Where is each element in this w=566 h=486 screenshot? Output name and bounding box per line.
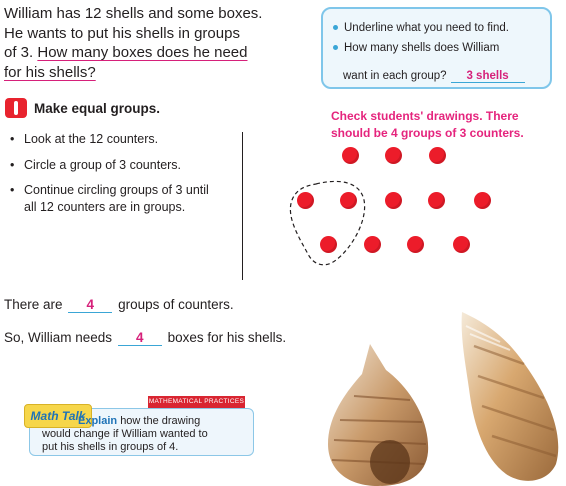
exclamation-icon (5, 98, 27, 118)
teacher-annotation: Check students' drawings. There should be 4 groups of 3 counters. (331, 109, 524, 140)
explain-label: Explain (78, 415, 118, 427)
find-bullet-2-cont: want in each group? 3 shells (343, 70, 525, 83)
answer-blank-shells[interactable]: 3 shells (451, 70, 525, 83)
problem-line-2: He wants to put his shells in groups (4, 24, 240, 42)
dashed-lasso-group (280, 176, 380, 271)
problem-question-underlined-2: for his shells? (4, 63, 96, 81)
counter-4 (297, 192, 314, 209)
step-bullet-2: • Circle a group of 3 counters. (10, 157, 215, 174)
shell-image-left (318, 340, 438, 486)
counter-2 (385, 147, 402, 164)
math-talk-badge: Math Talk (24, 404, 92, 428)
bullet-dot-icon (333, 25, 338, 30)
divider-line (242, 132, 243, 280)
find-bullet-2: How many shells does William (333, 42, 499, 54)
problem-line-3-plain: of 3. (4, 44, 38, 61)
answer-sentence-1: There are 4 groups of counters. (4, 297, 234, 312)
counter-8 (474, 192, 491, 209)
mathematical-practices-tag: MATHEMATICAL PRACTICES (148, 396, 245, 408)
find-bullet-1: Underline what you need to find. (333, 22, 509, 34)
shell-image-right (440, 306, 566, 486)
counter-7 (428, 192, 445, 209)
bullet-dot-icon (333, 45, 338, 50)
answer-sentence-2: So, William needs 4 boxes for his shells. (4, 330, 287, 345)
counter-6 (385, 192, 402, 209)
counter-1 (342, 147, 359, 164)
counter-11 (407, 236, 424, 253)
step-bullet-3: • Continue circling groups of 3 until all 12 counters are in groups. (10, 182, 215, 215)
step-title: Make equal groups. (34, 101, 161, 116)
find-box (321, 7, 552, 89)
problem-line-1: William has 12 shells and some boxes. (4, 5, 263, 22)
counter-5 (340, 192, 357, 209)
answer-blank-boxes[interactable]: 4 (118, 330, 162, 346)
counter-12 (453, 236, 470, 253)
counter-3 (429, 147, 446, 164)
problem-line-4 (4, 63, 304, 83)
counter-10 (364, 236, 381, 253)
problem-question-underlined: How many boxes does he need (37, 44, 248, 61)
math-talk-text: Explain how the drawing would change if William wanted to put his shells in groups of 4. (42, 415, 208, 453)
counter-9 (320, 236, 337, 253)
step-bullet-1: • Look at the 12 counters. (10, 131, 215, 148)
problem-line-3 (4, 43, 304, 63)
answer-blank-groups[interactable]: 4 (68, 297, 112, 313)
step-bullets (10, 131, 215, 224)
word-problem (4, 4, 304, 82)
